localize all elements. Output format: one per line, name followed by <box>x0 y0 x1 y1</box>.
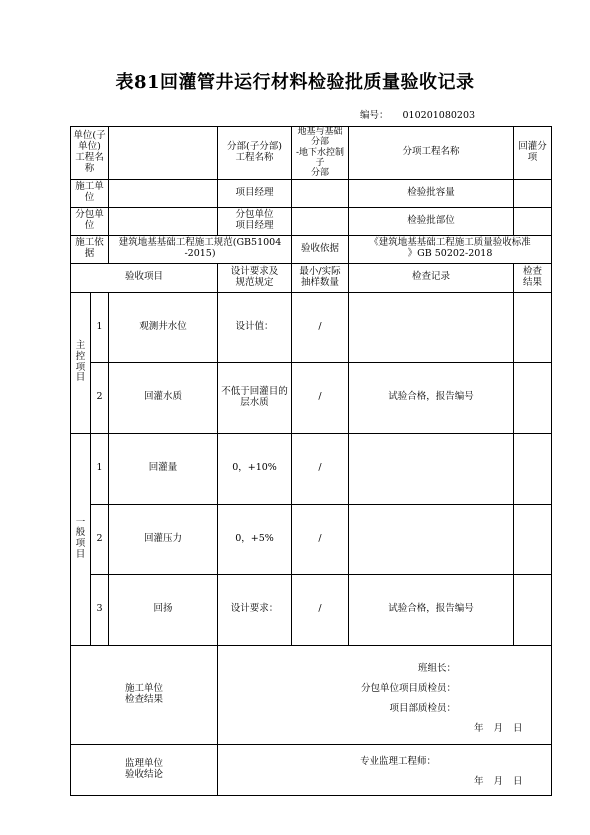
row-result[interactable] <box>514 504 552 574</box>
sub-inspector-label: 分包单位项目质检员： <box>361 682 457 694</box>
batch-size-label: 检验批容量 <box>349 179 514 207</box>
row-record[interactable] <box>349 433 514 504</box>
subitem-value: 回灌分项 <box>514 127 552 180</box>
row-requirement: 不低于回灌目的 层水质 <box>218 362 292 433</box>
acceptance-basis-label: 验收依据 <box>292 235 349 263</box>
row-no: 3 <box>91 574 109 645</box>
row-name: 回扬 <box>109 574 218 645</box>
table-row <box>71 292 552 362</box>
contractor-check-area[interactable] <box>218 645 552 744</box>
row-record[interactable] <box>349 292 514 362</box>
row-requirement: 0，+10% <box>218 433 292 504</box>
batch-size-value[interactable] <box>514 179 552 207</box>
sub-pm-label: 分包单位 项目经理 <box>218 207 292 235</box>
pm-value[interactable] <box>292 179 349 207</box>
contractor-value[interactable] <box>109 179 218 207</box>
unit-name-value[interactable] <box>109 127 218 180</box>
row-requirement: 设计值： <box>218 292 292 362</box>
basis-label: 施工依据 <box>71 235 109 263</box>
general-label: 一般项目 <box>71 433 91 645</box>
col-sample: 最小/实际 抽样数量 <box>292 263 349 292</box>
row-no: 2 <box>91 504 109 574</box>
row-no: 1 <box>91 292 109 362</box>
row-sample: / <box>292 292 349 362</box>
row-result[interactable] <box>514 574 552 645</box>
supervisor-area[interactable] <box>218 744 552 795</box>
subcontractor-value[interactable] <box>109 207 218 235</box>
pm-label: 项目经理 <box>218 179 292 207</box>
team-leader-label: 班组长： <box>418 662 457 674</box>
contractor-date: 年 月 日 <box>474 722 523 734</box>
table-row <box>71 433 552 504</box>
row-no: 2 <box>91 362 109 433</box>
row-record[interactable]: 试验合格，报告编号 <box>349 362 514 433</box>
row-name: 回灌量 <box>109 433 218 504</box>
col-item: 验收项目 <box>71 263 218 292</box>
subitem-label: 分项工程名称 <box>349 127 514 180</box>
page-title: 表81回灌管井运行材料检验批质量验收记录 <box>115 72 475 93</box>
row-sample: / <box>292 362 349 433</box>
division-label: 分部(子分部) 工程名称 <box>218 127 292 180</box>
subcontractor-label: 分包单位 <box>71 207 109 235</box>
serial-number <box>360 107 475 121</box>
unit-name-label: 单位(子单位) 工程名称 <box>71 127 109 180</box>
row-name: 回灌压力 <box>109 504 218 574</box>
contractor-label: 施工单位 <box>71 179 109 207</box>
contractor-check-label: 施工单位 检查结果 <box>71 645 218 744</box>
supervisor-engineer-label: 专业监理工程师： <box>360 755 437 767</box>
inspection-form <box>70 126 552 796</box>
row-sample: / <box>292 504 349 574</box>
row-name: 观测井水位 <box>109 292 218 362</box>
batch-location-value[interactable] <box>514 207 552 235</box>
division-value: 地基与基础分部 -地下水控制子 分部 <box>292 127 349 180</box>
row-sample: / <box>292 574 349 645</box>
basis-value: 建筑地基基础工程施工规范(GB51004 -2015) <box>109 235 292 263</box>
main-control-label: 主控项目 <box>71 292 91 433</box>
table-row <box>71 504 552 574</box>
table-row <box>71 362 552 433</box>
row-requirement: 0，+5% <box>218 504 292 574</box>
supervisor-date: 年 月 日 <box>474 775 523 787</box>
inspector-label: 项目部质检员： <box>389 702 457 714</box>
col-result: 检查 结果 <box>514 263 552 292</box>
serial-label: 编号： <box>360 110 389 121</box>
sub-pm-value[interactable] <box>292 207 349 235</box>
row-result[interactable] <box>514 433 552 504</box>
row-no: 1 <box>91 433 109 504</box>
supervisor-label: 监理单位 验收结论 <box>71 744 218 795</box>
row-name: 回灌水质 <box>109 362 218 433</box>
table-row <box>71 574 552 645</box>
row-result[interactable] <box>514 292 552 362</box>
batch-location-label: 检验批部位 <box>349 207 514 235</box>
col-requirement: 设计要求及 规范规定 <box>218 263 292 292</box>
acceptance-basis-value: 《建筑地基基础工程施工质量验收标准 》GB 50202-2018 <box>349 235 552 263</box>
serial-value: 010201080203 <box>402 110 476 121</box>
row-sample: / <box>292 433 349 504</box>
row-result[interactable] <box>514 362 552 433</box>
row-requirement: 设计要求： <box>218 574 292 645</box>
row-record[interactable] <box>349 504 514 574</box>
row-record[interactable]: 试验合格，报告编号 <box>349 574 514 645</box>
col-record: 检查记录 <box>349 263 514 292</box>
